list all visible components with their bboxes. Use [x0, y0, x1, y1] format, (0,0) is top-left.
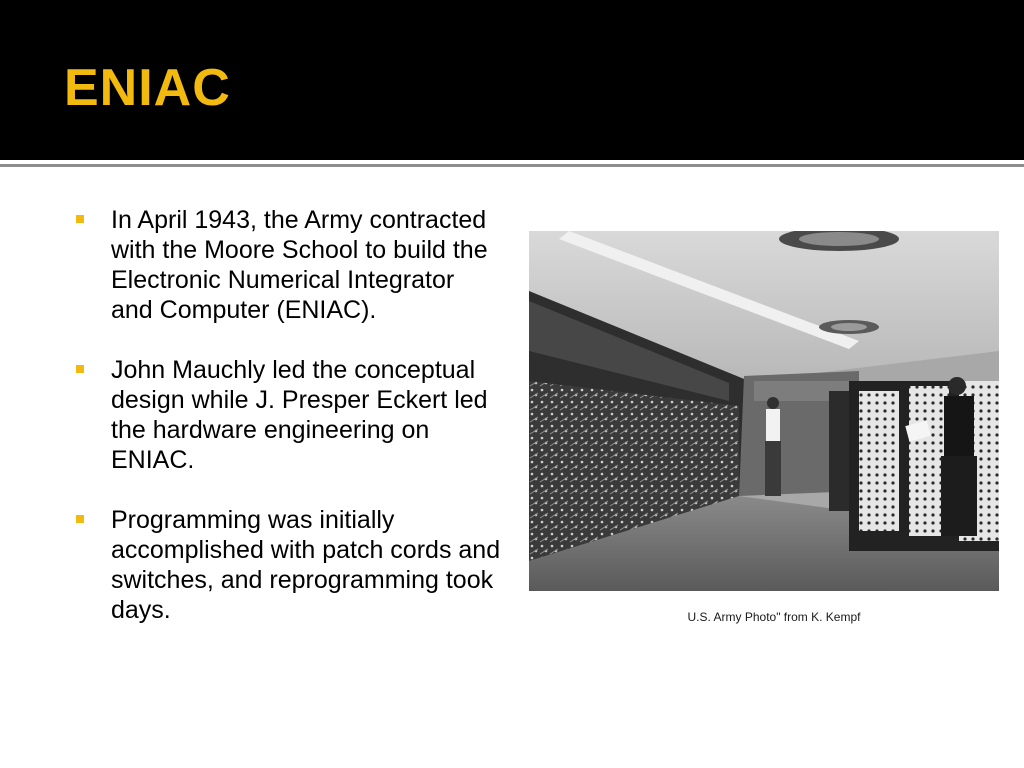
divider-grey	[0, 164, 1024, 167]
bullet-item	[72, 505, 502, 625]
bullet-item	[72, 355, 502, 475]
bullet-text: John Mauchly led the conceptual design while J. Presper Eckert led the hardware engineering on ENIAC.	[111, 356, 488, 474]
slide-title: ENIAC	[64, 59, 231, 117]
bullet-text: Programming was initially accomplished with patch cords and switches, and reprogramming took days.	[111, 506, 501, 624]
square-bullet-icon	[76, 215, 84, 223]
photo-caption: U.S. Army Photo" from K. Kempf	[687, 610, 861, 624]
title-bar	[0, 0, 1024, 160]
bullet-list	[72, 205, 502, 655]
square-bullet-icon	[76, 365, 84, 373]
bullet-text: In April 1943, the Army contracted with the Moore School to build the Electronic Numerical Integrator and Computer (ENIAC).	[111, 206, 488, 324]
divider-white	[0, 160, 1024, 163]
square-bullet-icon	[76, 515, 84, 523]
bullet-item	[72, 205, 502, 325]
eniac-photo	[529, 231, 999, 591]
